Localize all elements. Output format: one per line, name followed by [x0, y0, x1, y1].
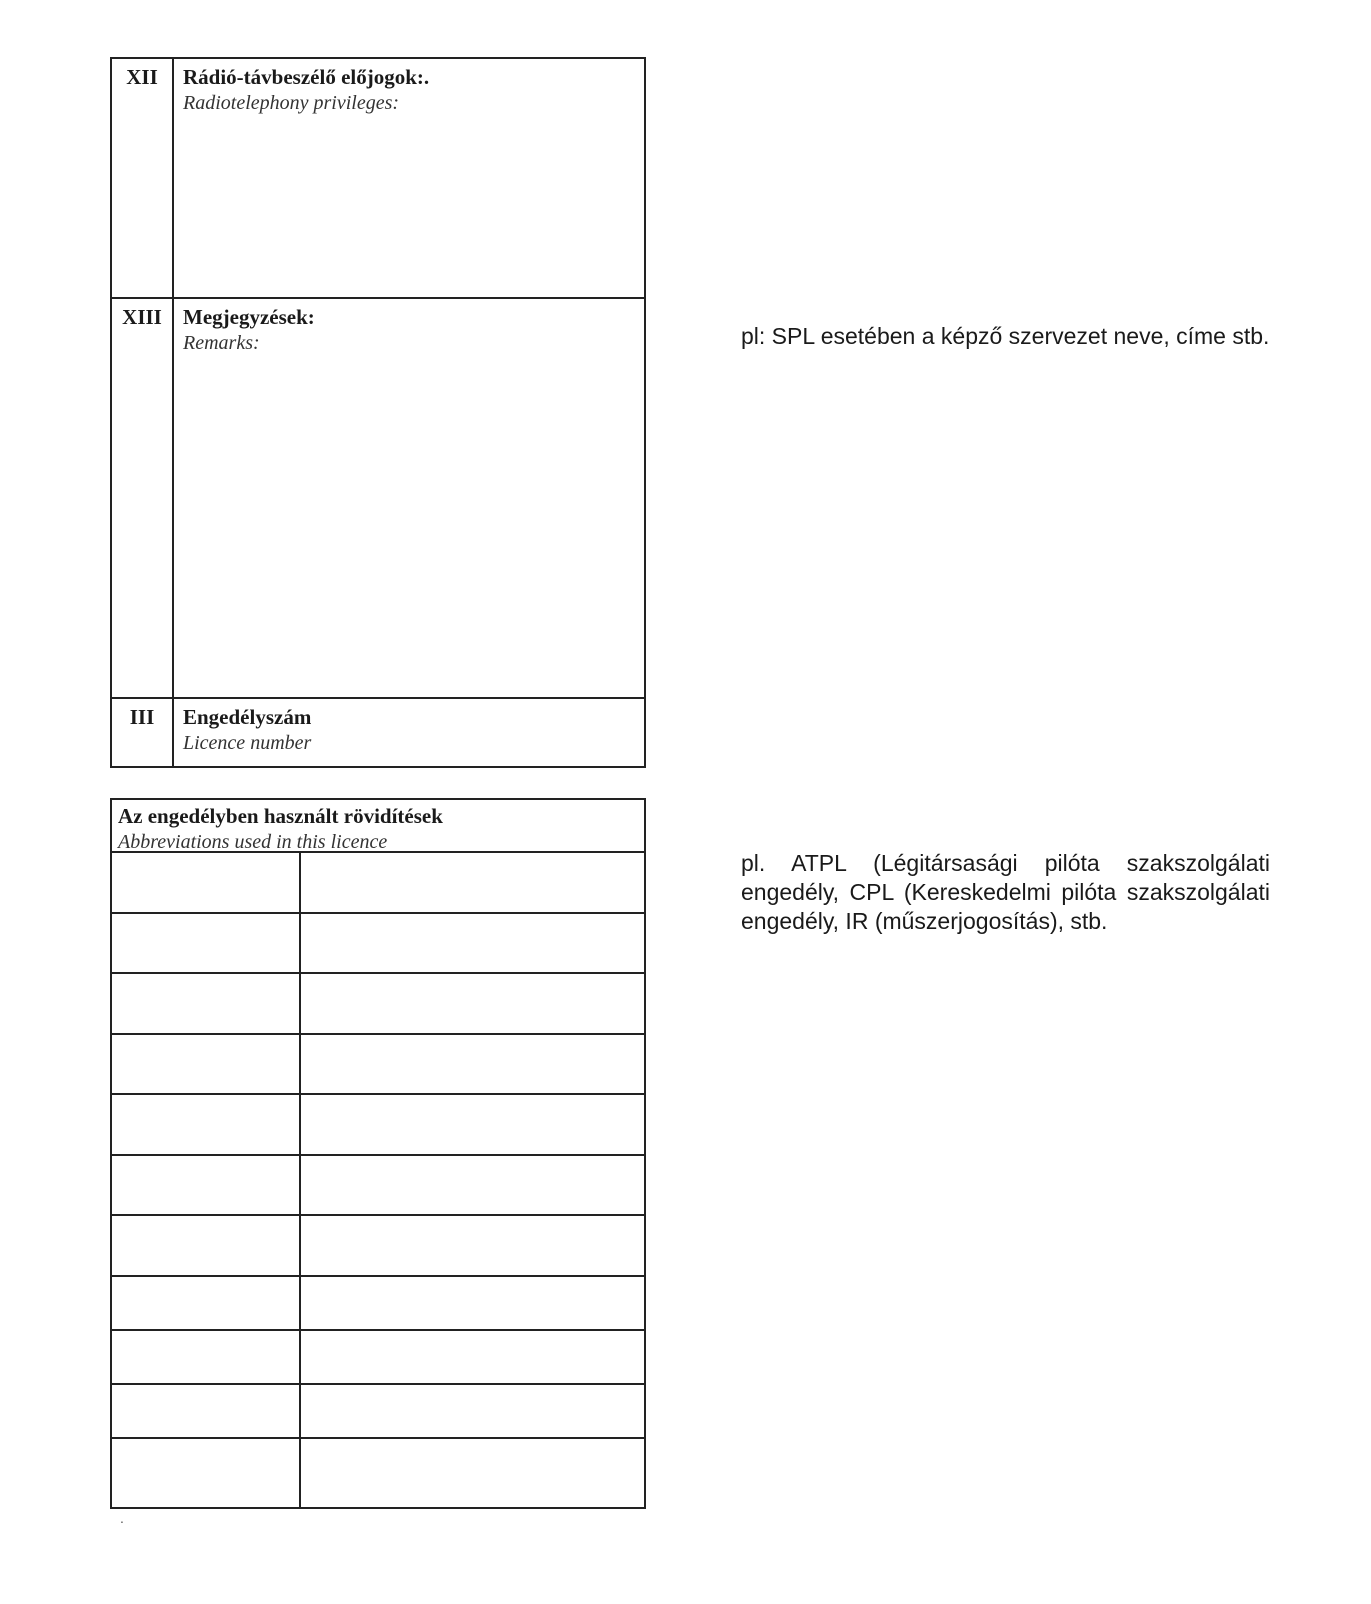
meaning-cell — [301, 853, 644, 912]
abbreviation-cell — [112, 1439, 301, 1507]
abbreviation-cell — [112, 1385, 301, 1437]
table-row — [112, 1439, 644, 1507]
table-row — [112, 1035, 644, 1095]
abbreviations-header — [112, 800, 644, 853]
meaning-cell — [301, 974, 644, 1033]
table-row — [112, 1095, 644, 1156]
meaning-cell — [301, 914, 644, 972]
table-row — [112, 1331, 644, 1385]
meaning-cell — [301, 1156, 644, 1214]
meaning-cell — [301, 1331, 644, 1383]
meaning-cell — [301, 1385, 644, 1437]
section-row-radiotelephony — [112, 59, 644, 297]
meaning-cell — [301, 1035, 644, 1093]
meaning-cell — [301, 1439, 644, 1507]
stray-mark: . — [120, 1510, 124, 1526]
table-row — [112, 914, 644, 974]
section-row-remarks — [112, 297, 644, 697]
abbreviation-cell — [112, 974, 301, 1033]
licence-sections-table — [110, 57, 646, 768]
table-row — [112, 853, 644, 914]
table-row — [112, 974, 644, 1035]
abbreviations-title: Az engedélyben használt rövidítések — [118, 804, 443, 828]
abbreviation-cell — [112, 1216, 301, 1275]
abbreviation-cell — [112, 1331, 301, 1383]
abbreviations-subtitle: Abbreviations used in this licence — [118, 831, 388, 853]
section-number: XII — [112, 59, 174, 297]
section-title: Megjegyzések: — [183, 305, 315, 329]
table-row — [112, 1385, 644, 1439]
section-body — [174, 299, 644, 697]
section-number: XIII — [112, 299, 174, 697]
abbreviation-cell — [112, 853, 301, 912]
section-subtitle: Radiotelephony privileges: — [183, 92, 400, 114]
abbreviation-cell — [112, 1277, 301, 1329]
section-subtitle: Remarks: — [183, 332, 260, 354]
section-title: Engedélyszám — [183, 705, 312, 729]
section-subtitle: Licence number — [183, 732, 312, 754]
abbreviation-cell — [112, 914, 301, 972]
abbreviation-cell — [112, 1035, 301, 1093]
table-row — [112, 1277, 644, 1331]
section-row-licence-number — [112, 697, 644, 766]
table-row — [112, 1216, 644, 1277]
section-number: III — [112, 699, 174, 766]
abbreviation-cell — [112, 1156, 301, 1214]
meaning-cell — [301, 1216, 644, 1275]
section-body — [174, 699, 644, 766]
abbreviations-table — [110, 798, 646, 1509]
abbreviations-note: pl. ATPL (Légitársasági pilóta szakszolgálati engedély, CPL (Kereskedelmi pilóta szakszolgálati engedély, IR (műszerjogosítás), stb. — [741, 850, 1270, 934]
section-body — [174, 59, 644, 297]
section-title: Rádió-távbeszélő előjogok:. — [183, 65, 430, 89]
meaning-cell — [301, 1095, 644, 1154]
table-row — [112, 1156, 644, 1216]
meaning-cell — [301, 1277, 644, 1329]
remarks-note: pl: SPL esetében a képző szervezet neve, címe stb. — [741, 323, 1270, 349]
abbreviation-cell — [112, 1095, 301, 1154]
